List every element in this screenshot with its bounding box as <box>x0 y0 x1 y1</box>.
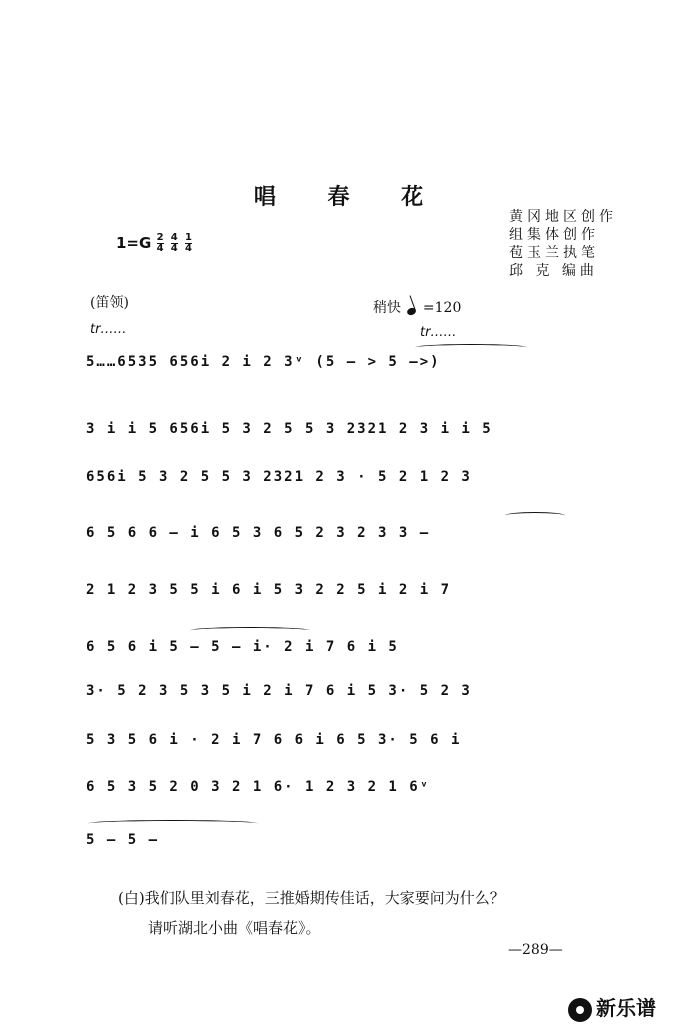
score-line <box>86 770 430 804</box>
record-disc-icon <box>568 998 592 1022</box>
score-text: 2 1 2 3 5 5 i 6 i 5 3 2 2 5 i 2 i 7 <box>86 582 452 598</box>
score-line <box>86 460 472 494</box>
page-number: —289— <box>508 942 563 958</box>
score-line <box>86 674 472 708</box>
score-line <box>86 573 451 607</box>
credit-line: 苞玉兰执笔 <box>509 245 599 261</box>
meter-2-4: $\frac{2}{4}$ <box>156 232 164 254</box>
score-text: 3 i i 5 656i 5 3 2 5 5 3 2321 2 3 i i 5 <box>86 421 493 437</box>
spoken-intro <box>118 883 505 943</box>
score-text: 5……6535 656i 2 i 2 3ᵛ (5 — > 5 —>) <box>86 354 441 370</box>
meter-1-4: $\frac{1}{4}$ <box>184 232 192 254</box>
page-title: 唱 春 花 <box>253 184 446 210</box>
tie-mark <box>505 512 565 519</box>
spoken-line: 请听湖北小曲《唱春花》。 <box>148 919 321 937</box>
spoken-line: (白)我们队里刘春花，三推婚期传佳话，大家要问为什么？ <box>118 889 505 907</box>
score-text: 5 — 5 — <box>86 832 160 848</box>
tempo-label: 稍快 <box>373 300 401 316</box>
watermark-logo <box>568 992 656 1022</box>
score-text: 6 5 3 5 2 0 3 2 1 6· 1 2 3 2 1 6ᵛ <box>86 779 431 795</box>
score-line <box>86 345 441 379</box>
tempo-value: =120 <box>422 300 462 316</box>
score-line <box>86 630 399 664</box>
score-line <box>86 516 430 550</box>
quarter-note-icon <box>407 307 418 317</box>
key-signature <box>116 233 194 254</box>
trill-mark: tr…… <box>90 322 127 337</box>
score-line <box>86 723 461 757</box>
score-text: 5 3 5 6 i · 2 i 7 6 6 i 6 5 3· 5 6 i <box>86 732 462 748</box>
key-label: 1=G <box>116 234 152 252</box>
score-text: 656i 5 3 2 5 5 3 2321 2 3 · 5 2 1 2 3 <box>86 469 472 485</box>
watermark-text: 新乐谱 <box>596 996 656 1020</box>
score-line <box>86 823 159 857</box>
trill-mark: tr…… <box>420 325 457 340</box>
score-text: 6 5 6 i 5 — 5 — i· 2 i 7 6 i 5 <box>86 639 399 655</box>
instrument-lead: (笛领) <box>90 295 129 311</box>
credit-line: 组集体创作 <box>509 227 599 243</box>
credits-block <box>509 208 617 280</box>
tempo-marking <box>373 297 461 317</box>
meter-4-4: $\frac{4}{4}$ <box>170 232 178 254</box>
credit-line: 黄冈地区创作 <box>509 209 617 225</box>
score-line <box>86 412 493 446</box>
credit-line: 邱 克 编曲 <box>509 263 598 279</box>
score-text: 6 5 6 6 — i 6 5 3 6 5 2 3 2 3 3 — <box>86 525 431 541</box>
score-text: 3· 5 2 3 5 3 5 i 2 i 7 6 i 5 3· 5 2 3 <box>86 683 472 699</box>
